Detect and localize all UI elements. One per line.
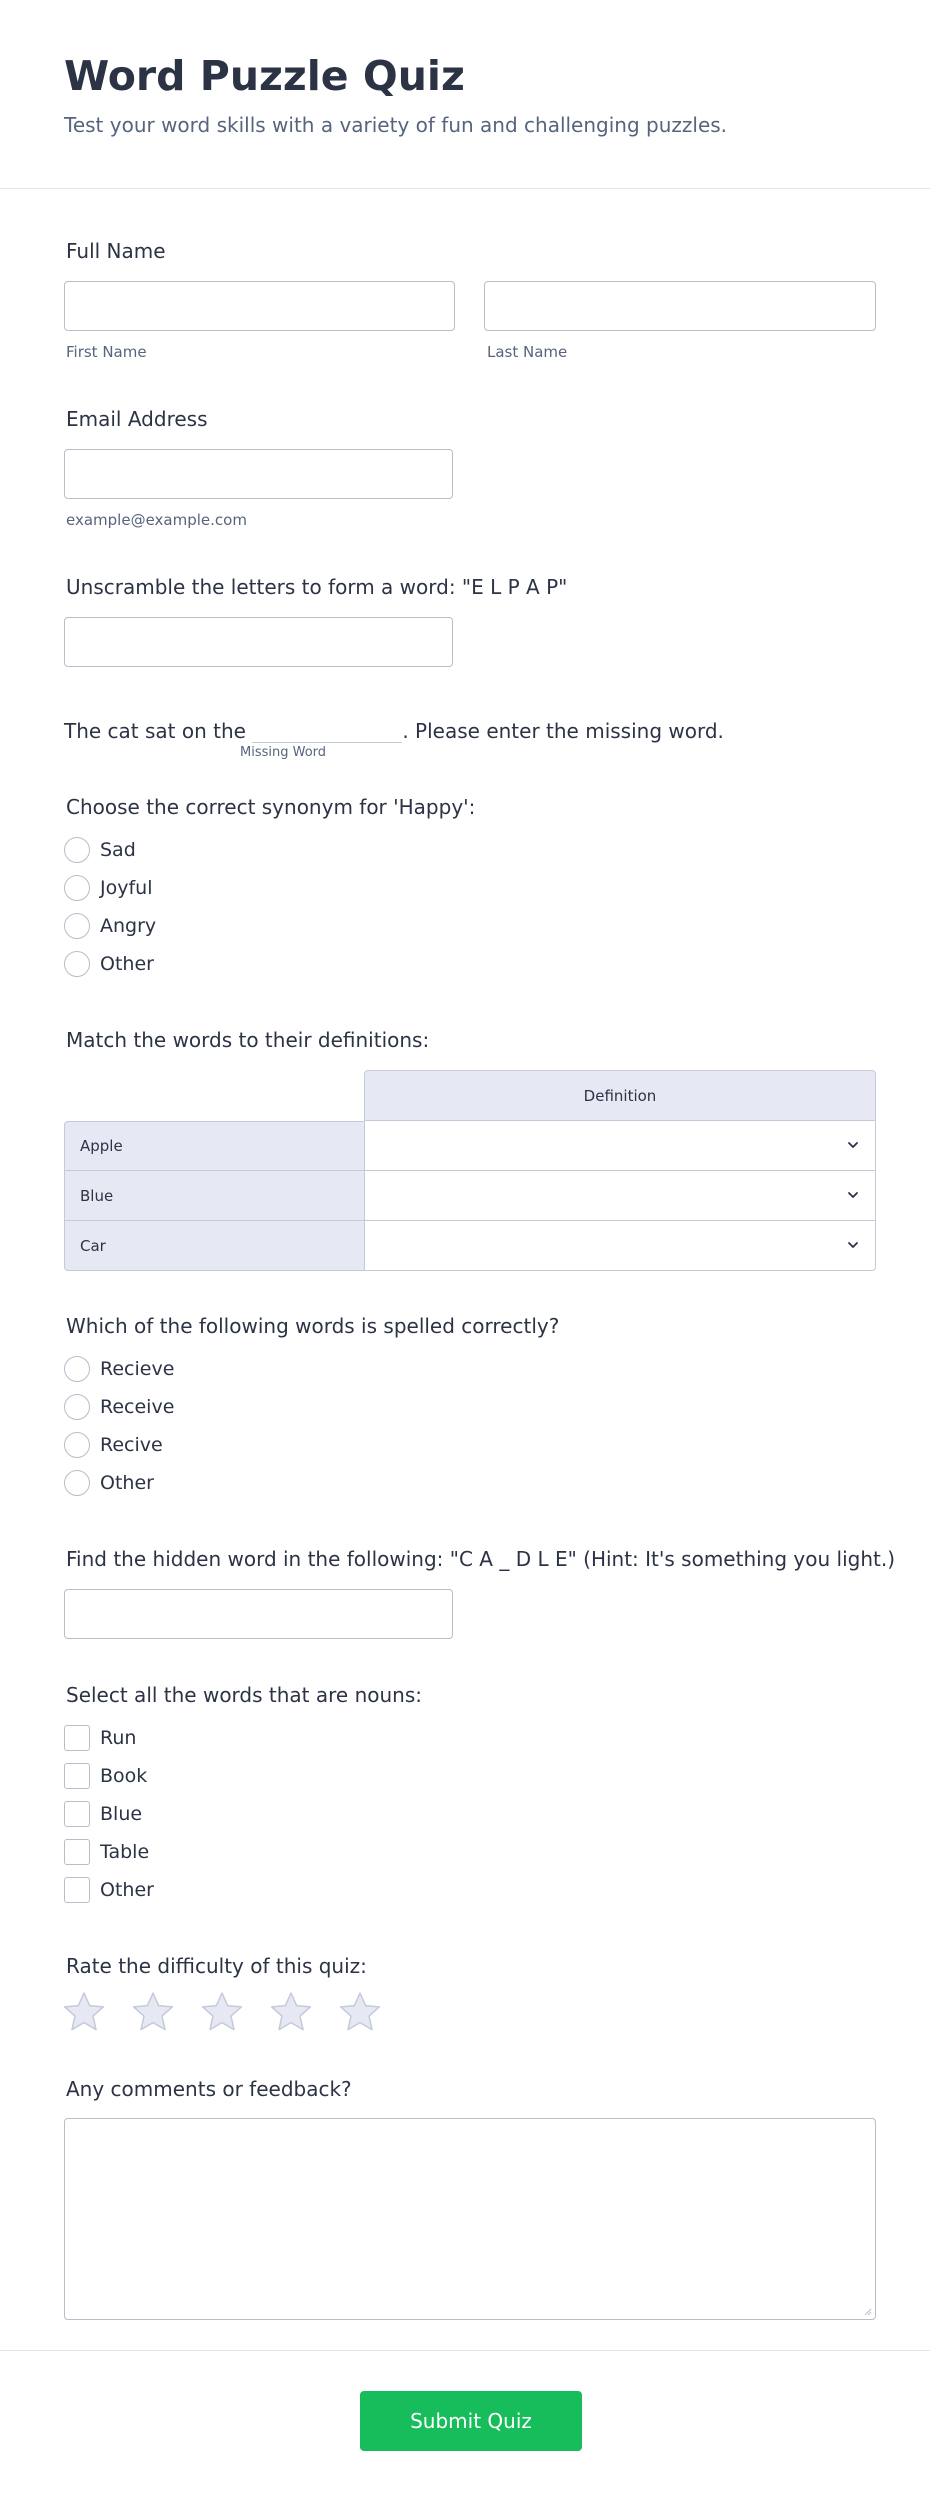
option-label: Recive [100, 1434, 163, 1456]
last-name-sublabel: Last Name [487, 343, 568, 361]
chevron-down-icon [845, 1187, 861, 1203]
matrix-dropdown-blue[interactable] [364, 1171, 876, 1221]
unscramble-field [64, 574, 567, 600]
first-name-sublabel: First Name [66, 343, 147, 361]
noun-option-other[interactable] [64, 1875, 154, 1905]
option-label: Table [100, 1841, 150, 1863]
star-icon[interactable] [200, 1990, 244, 2034]
nouns-label: Select all the words that are nouns: [66, 1683, 422, 1707]
radio-circle[interactable] [64, 951, 90, 977]
rating-label: Rate the difficulty of this quiz: [66, 1954, 367, 1978]
matrix-row-label: Car [64, 1221, 364, 1271]
first-name-input[interactable] [64, 281, 455, 331]
star-rating [62, 1990, 407, 2034]
synonym-field [64, 794, 475, 820]
submit-button[interactable]: Submit Quiz [360, 2391, 582, 2451]
matrix-column-header: Definition [364, 1070, 876, 1121]
checkbox-box[interactable] [64, 1801, 90, 1827]
synonym-option-sad[interactable] [64, 835, 136, 865]
option-label: Receive [100, 1396, 175, 1418]
option-label: Recieve [100, 1358, 175, 1380]
rating-field [64, 1953, 367, 1979]
checkbox-box[interactable] [64, 1839, 90, 1865]
matrix-row-car [64, 1221, 876, 1271]
last-name-input[interactable] [484, 281, 876, 331]
form-title: Word Puzzle Quiz [64, 52, 465, 100]
star-icon[interactable] [131, 1990, 175, 2034]
spelling-label: Which of the following words is spelled correctly? [66, 1314, 560, 1338]
radio-circle[interactable] [64, 875, 90, 901]
spelling-option-receive[interactable] [64, 1392, 174, 1422]
radio-circle[interactable] [64, 1432, 90, 1458]
radio-circle[interactable] [64, 1356, 90, 1382]
matrix-row-blue [64, 1171, 876, 1221]
definition-matrix [64, 1070, 876, 1270]
hidden-word-field [64, 1546, 895, 1572]
nouns-field [64, 1682, 422, 1708]
form-footer [0, 2350, 930, 2498]
option-label: Blue [100, 1803, 143, 1825]
hidden-word-label: Find the hidden word in the following: "C A _ D L E" (Hint: It's something you light.) [66, 1547, 896, 1571]
fill-blank-sentence [64, 717, 724, 743]
chevron-down-icon [845, 1237, 861, 1253]
email-label: Email Address [66, 407, 208, 431]
radio-circle[interactable] [64, 837, 90, 863]
spelling-option-recive[interactable] [64, 1430, 163, 1460]
checkbox-box[interactable] [64, 1725, 90, 1751]
synonym-option-angry[interactable] [64, 911, 156, 941]
synonym-option-other[interactable] [64, 949, 154, 979]
option-label: Joyful [100, 877, 153, 899]
email-input[interactable] [64, 449, 453, 499]
option-label: Angry [100, 915, 157, 937]
spelling-field [64, 1313, 559, 1339]
option-label: Run [100, 1727, 137, 1749]
option-label: Other [100, 953, 154, 975]
missing-word-sublabel: Missing Word [240, 745, 327, 760]
star-icon[interactable] [269, 1990, 313, 2034]
star-icon[interactable] [338, 1990, 382, 2034]
form-header [0, 0, 930, 189]
noun-option-book[interactable] [64, 1761, 147, 1791]
hidden-word-input[interactable] [64, 1589, 453, 1639]
checkbox-box[interactable] [64, 1877, 90, 1903]
radio-circle[interactable] [64, 913, 90, 939]
comments-label: Any comments or feedback? [66, 2077, 352, 2101]
matrix-row-apple [64, 1121, 876, 1171]
full-name-label: Full Name [66, 239, 166, 263]
synonym-label: Choose the correct synonym for 'Happy': [66, 795, 476, 819]
fill-blank-before: The cat sat on the [64, 719, 246, 743]
radio-circle[interactable] [64, 1394, 90, 1420]
email-field [64, 406, 208, 432]
email-sublabel: example@example.com [66, 511, 247, 529]
resize-grip-icon[interactable] [862, 2306, 872, 2316]
option-label: Book [100, 1765, 148, 1787]
chevron-down-icon [845, 1137, 861, 1153]
matrix-row-label: Apple [64, 1121, 364, 1171]
noun-option-blue[interactable] [64, 1799, 142, 1829]
unscramble-input[interactable] [64, 617, 453, 667]
fill-blank-after: . Please enter the missing word. [402, 719, 724, 743]
full-name-field [64, 238, 166, 264]
option-label: Other [100, 1472, 154, 1494]
unscramble-label: Unscramble the letters to form a word: "E L P A P" [66, 575, 568, 599]
missing-word-input[interactable] [252, 717, 402, 743]
comments-field [64, 2076, 352, 2102]
checkbox-box[interactable] [64, 1763, 90, 1789]
noun-option-run[interactable] [64, 1723, 136, 1753]
matrix-field [64, 1027, 429, 1053]
spelling-option-recieve[interactable] [64, 1354, 174, 1384]
matrix-row-label: Blue [64, 1171, 364, 1221]
matrix-dropdown-apple[interactable] [364, 1121, 876, 1171]
option-label: Other [100, 1879, 154, 1901]
star-icon[interactable] [62, 1990, 106, 2034]
comments-textarea[interactable] [64, 2118, 876, 2320]
matrix-dropdown-car[interactable] [364, 1221, 876, 1271]
matrix-label: Match the words to their definitions: [66, 1028, 430, 1052]
spelling-option-other[interactable] [64, 1468, 154, 1498]
synonym-option-joyful[interactable] [64, 873, 152, 903]
noun-option-table[interactable] [64, 1837, 149, 1867]
radio-circle[interactable] [64, 1470, 90, 1496]
form-subtitle: Test your word skills with a variety of fun and challenging puzzles. [64, 113, 728, 137]
option-label: Sad [100, 839, 136, 861]
